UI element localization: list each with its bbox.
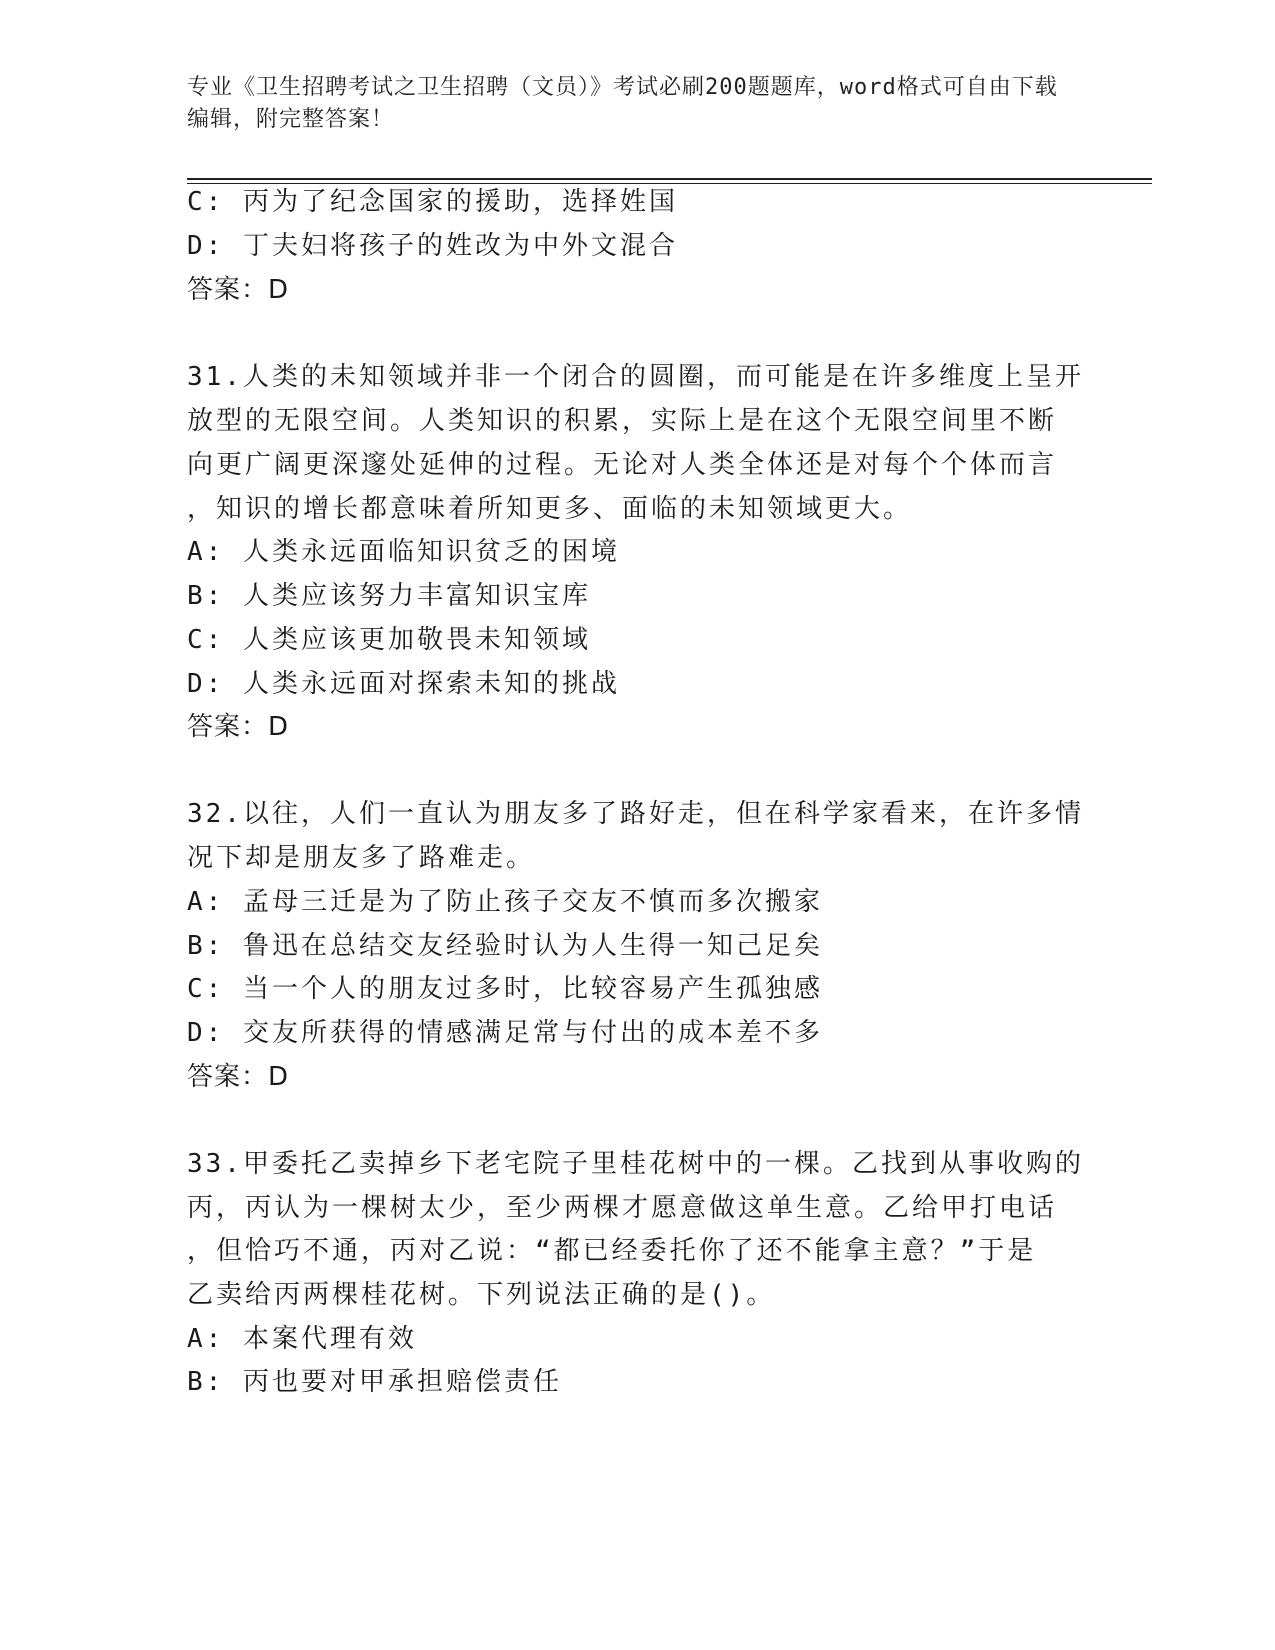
q31-option-d: D: 人类永远面对探索未知的挑战 (187, 669, 620, 699)
q32-stem-line-2: 况下却是朋友多了路难走。 (187, 843, 536, 873)
q32-answer: 答案：D (187, 1062, 290, 1092)
q30-option-d: D: 丁夫妇将孩子的姓改为中外文混合 (187, 231, 678, 261)
q31-stem-line-2: 放型的无限空间。人类知识的积累，实际上是在这个无限空间里不断 (187, 406, 1058, 436)
q30-option-c: C: 丙为了纪念国家的援助，选择姓国 (187, 187, 678, 217)
q33-stem-line-1: 33.甲委托乙卖掉乡下老宅院子里桂花树中的一棵。乙找到从事收购的 (187, 1149, 1084, 1179)
q31-stem-line-4: ，知识的增长都意味着所知更多、面临的未知领域更大。 (187, 494, 913, 524)
q33-option-a: A: 本案代理有效 (187, 1324, 417, 1354)
q33-stem-line-2: 丙，丙认为一棵树太少，至少两棵才愿意做这单生意。乙给甲打电话 (187, 1193, 1058, 1223)
q31-stem-line-1: 31.人类的未知领域并非一个闭合的圆圈，而可能是在许多维度上呈开 (187, 362, 1084, 392)
q32-option-c: C: 当一个人的朋友过多时，比较容易产生孤独感 (187, 974, 823, 1004)
q32-option-d: D: 交友所获得的情感满足常与付出的成本差不多 (187, 1018, 823, 1048)
q33-stem-line-3: ，但恰巧不通，丙对乙说：“都已经委托你了还不能拿主意？”于是 (187, 1236, 1037, 1266)
q33-option-b: B: 丙也要对甲承担赔偿责任 (187, 1367, 562, 1397)
q31-option-b: B: 人类应该努力丰富知识宝库 (187, 581, 591, 611)
q30-answer: 答案：D (187, 275, 290, 305)
q31-option-a: A: 人类永远面临知识贫乏的困境 (187, 537, 620, 567)
q31-option-c: C: 人类应该更加敬畏未知领域 (187, 625, 591, 655)
q31-answer: 答案：D (187, 712, 290, 742)
q32-option-b: B: 鲁迅在总结交友经验时认为人生得一知己足矣 (187, 931, 823, 961)
q32-stem-line-1: 32.以往，人们一直认为朋友多了路好走，但在科学家看来，在许多情 (187, 799, 1084, 829)
q31-stem-line-3: 向更广阔更深邃处延伸的过程。无论对人类全体还是对每个个体而言 (187, 450, 1058, 480)
document-header: 专业《卫生招聘考试之卫生招聘（文员）》考试必刷200题题库，word格式可自由下载编辑，附完整答案！ (187, 75, 1058, 132)
q33-stem-line-4: 乙卖给丙两棵桂花树。下列说法正确的是()。 (187, 1280, 776, 1310)
q32-option-a: A: 孟母三迁是为了防止孩子交友不慎而多次搬家 (187, 887, 823, 917)
